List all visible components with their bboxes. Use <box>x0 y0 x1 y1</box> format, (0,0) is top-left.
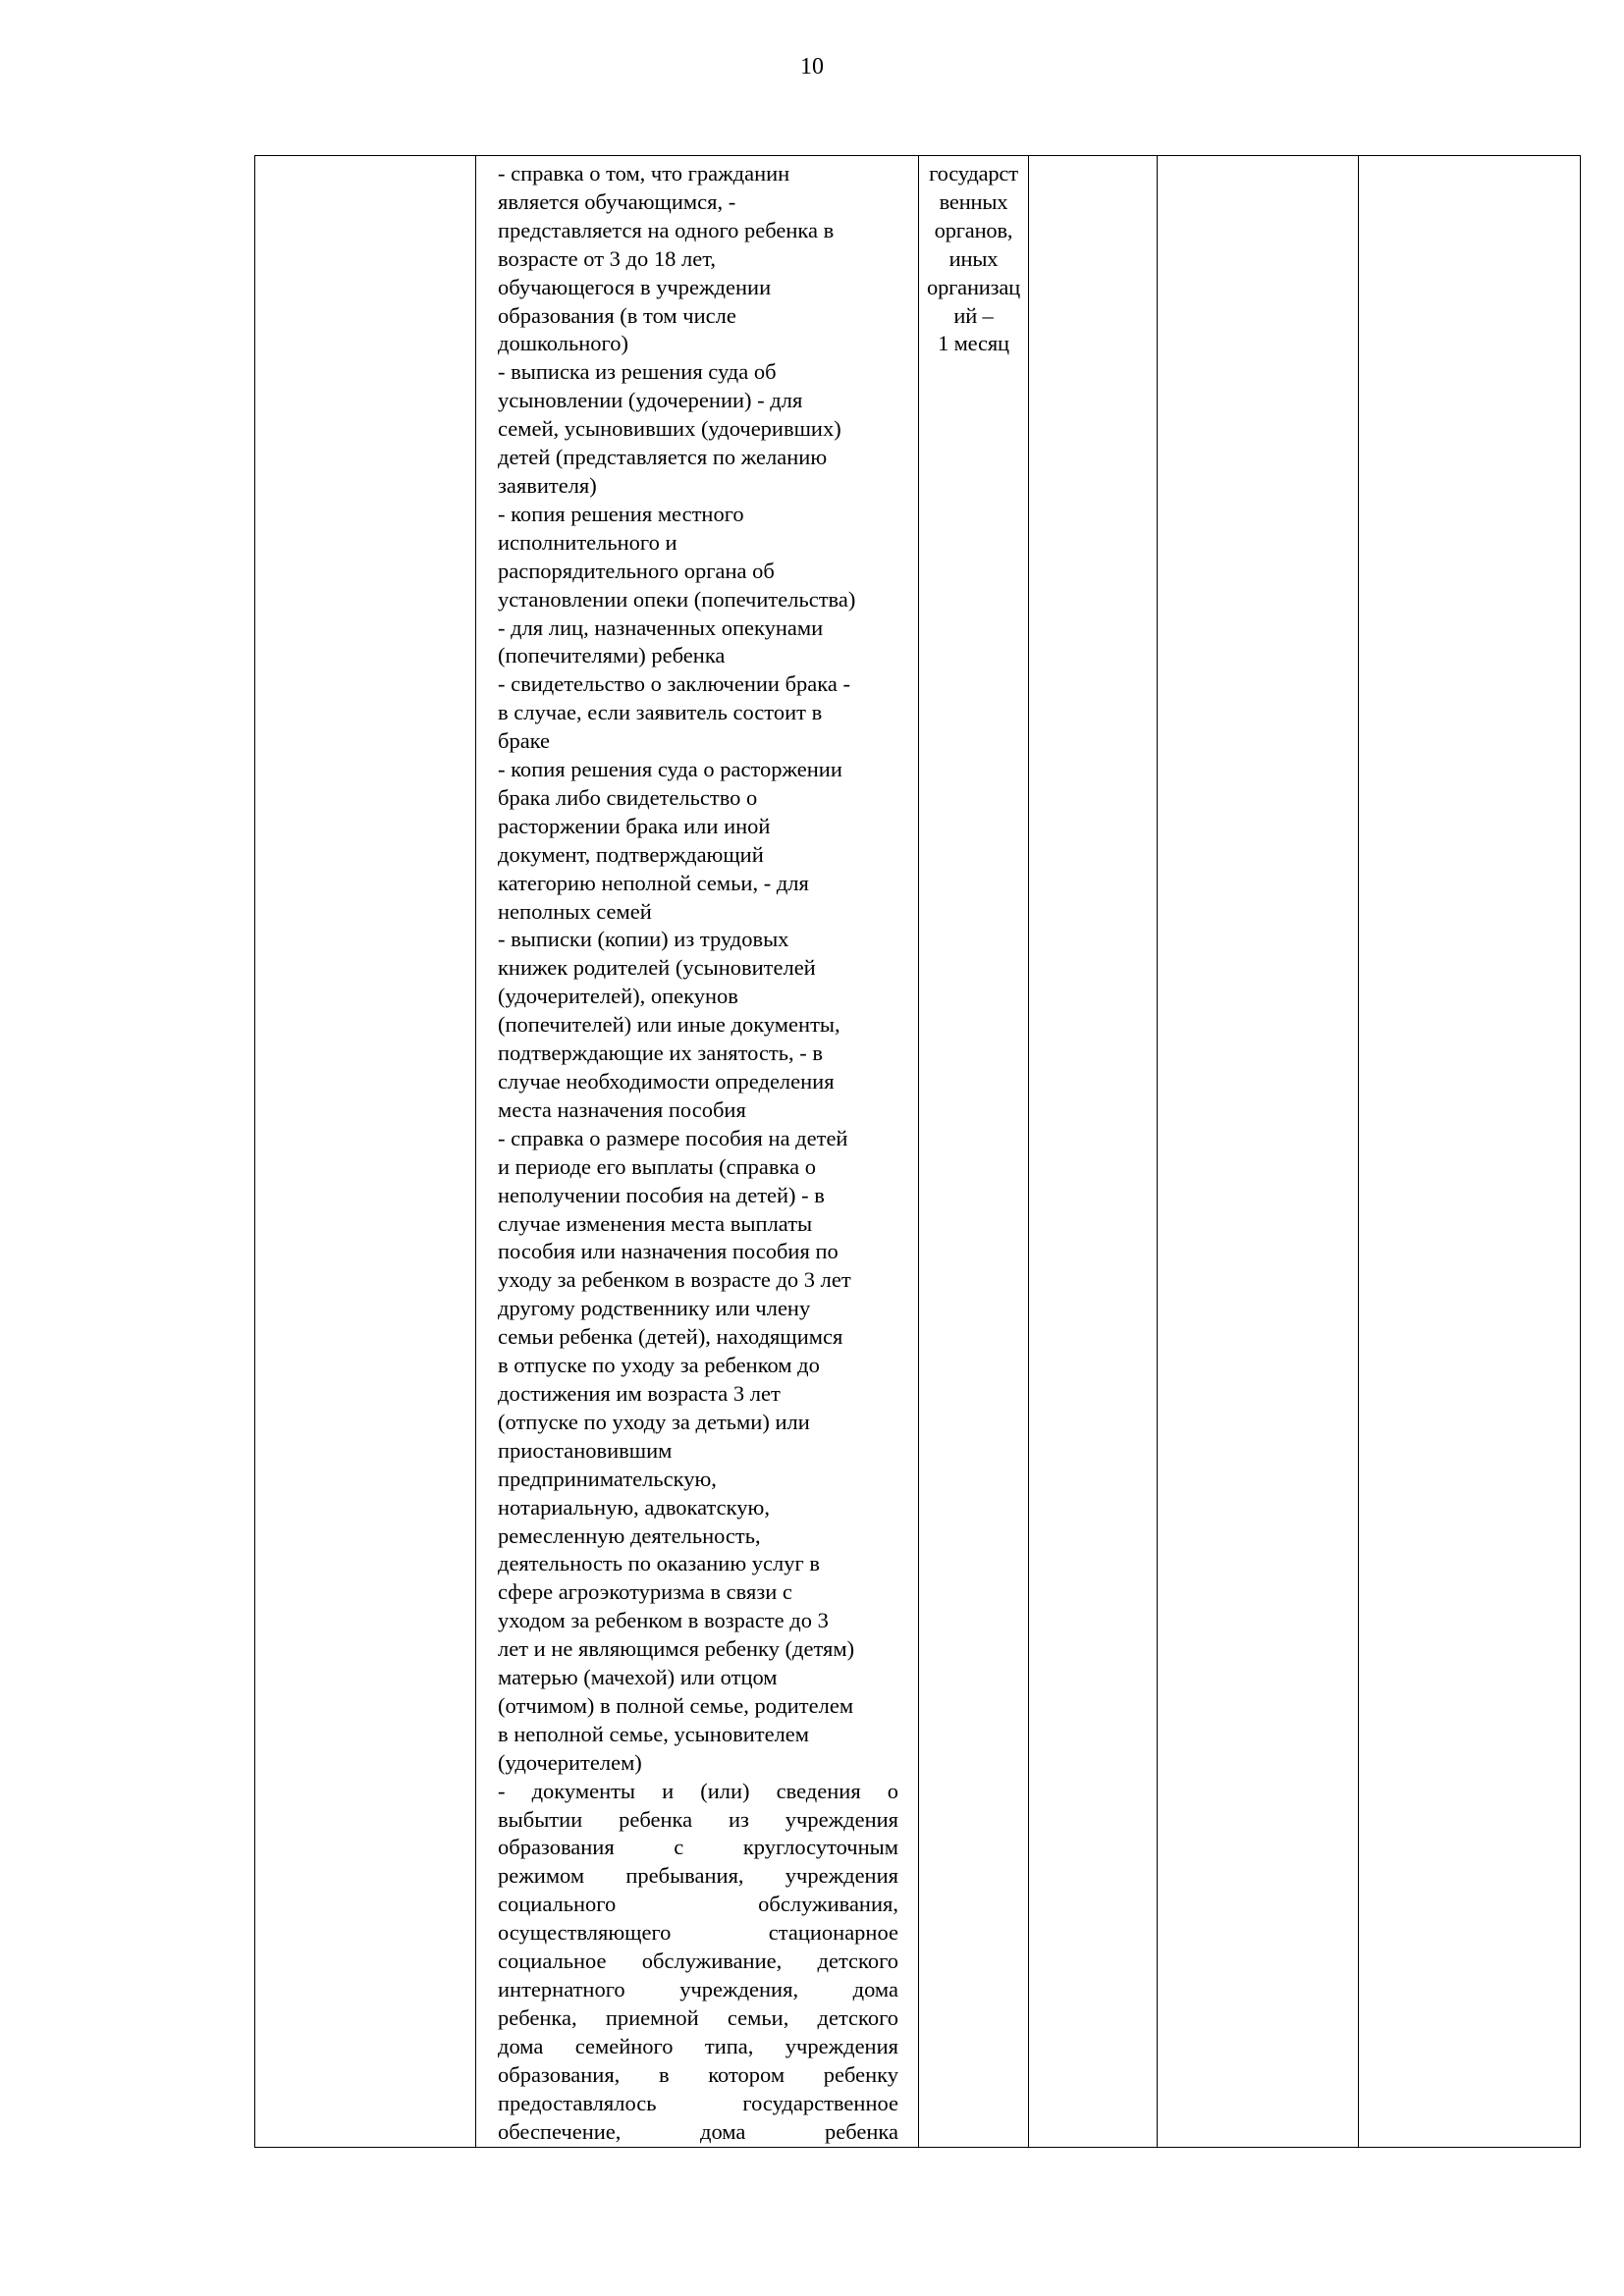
text-line: - справка о размере пособия на детей <box>498 1125 848 1150</box>
text-line: иных <box>948 245 999 271</box>
text-line: (отчимом) в полной семье, родителем <box>498 1692 854 1718</box>
text-line: органов, <box>934 217 1013 242</box>
text-line: нотариальную, адвокатскую, <box>498 1494 770 1520</box>
text-line: в отпуске по уходу за ребенком до <box>498 1353 820 1378</box>
text-line: 1 месяц <box>938 331 1009 356</box>
text-line: места назначения пособия <box>498 1096 746 1122</box>
text-line: (удочерителем) <box>498 1749 642 1775</box>
text-line: выбытии ребенка из учреждения <box>498 1806 898 1832</box>
text-line: книжек родителей (усыновителей <box>498 955 816 981</box>
text-line: заявителя) <box>498 472 597 498</box>
term-cell <box>919 156 1029 2148</box>
text-line: обеспечение, дома ребенка <box>498 2118 898 2144</box>
text-line: документ, подтверждающий <box>498 841 764 867</box>
fee-amount-cell <box>1359 156 1581 2148</box>
text-line: дома семейного типа, учреждения <box>498 2033 898 2058</box>
text-line: - копия решения суда о расторжении <box>498 757 842 782</box>
text-line: достижения им возраста 3 лет <box>498 1380 781 1406</box>
text-line: венных <box>939 188 1008 214</box>
text-line: интернатного учреждения, дома <box>498 1977 898 2002</box>
text-line: другому родственнику или члену <box>498 1296 811 1321</box>
table-row <box>255 156 1581 2148</box>
text-line: лет и не являющимся ребенку (детям) <box>498 1636 855 1662</box>
text-line: установлении опеки (попечительства) <box>498 586 856 612</box>
text-line: браке <box>498 728 551 754</box>
text-line: является обучающимся, - <box>498 188 736 214</box>
text-line: возрасте от 3 до 18 лет, <box>498 245 716 271</box>
text-line: расторжении брака или иной <box>498 813 771 838</box>
fee-cell <box>1029 156 1158 2148</box>
text-line: подтверждающие их занятость, - в <box>498 1041 824 1066</box>
page-number: 10 <box>800 54 824 80</box>
text-line: в неполной семье, усыновителем <box>498 1721 810 1746</box>
text-line: - выписки (копии) из трудовых <box>498 927 789 952</box>
text-line: образования с круглосуточным <box>498 1835 898 1860</box>
text-line: уходу за ребенком в возрасте до 3 лет <box>498 1267 851 1293</box>
text-line: распорядительного органа об <box>498 558 775 583</box>
text-line: семей, усыновивших (удочеривших) <box>498 416 841 442</box>
text-line: в случае, если заявитель состоит в <box>498 700 823 725</box>
required-documents-cell <box>476 156 919 2148</box>
text-line: случае необходимости определения <box>498 1069 835 1094</box>
text-line: дошкольного) <box>498 331 628 356</box>
text-line: образования, в котором ребенку <box>498 2061 898 2087</box>
text-line: пособия или назначения пособия по <box>498 1239 839 1264</box>
text-line: категорию неполной семьи, - для <box>498 870 809 895</box>
text-line: - для лиц, назначенных опекунами <box>498 614 824 640</box>
text-line: и периоде его выплаты (справка о <box>498 1153 816 1179</box>
text-line: предоставлялось государственное <box>498 2090 898 2115</box>
text-line: социальное обслуживание, детского <box>498 1949 898 1974</box>
text-line: обучающегося в учреждении <box>498 274 772 299</box>
text-line: неполных семей <box>498 898 652 924</box>
text-line: организац <box>927 274 1020 299</box>
text-line: - справка о том, что гражданин <box>498 161 790 186</box>
procedure-name-cell <box>255 156 476 2148</box>
documents-list <box>498 160 898 1778</box>
text-line: - выписка из решения суда об <box>498 359 777 385</box>
text-line: (удочерителей), опекунов <box>498 984 738 1009</box>
text-line: матерью (мачехой) или отцом <box>498 1665 778 1690</box>
text-line: приостановившим <box>498 1437 673 1463</box>
text-line: режимом пребывания, учреждения <box>498 1863 898 1889</box>
text-line: деятельность по оказанию услуг в <box>498 1551 820 1576</box>
text-line: ребенка, приемной семьи, детского <box>498 2004 898 2030</box>
text-line: - документы и (или) сведения о <box>498 1778 898 1803</box>
text-line: представляется на одного ребенка в <box>498 217 835 242</box>
text-line: государст <box>929 161 1018 186</box>
text-line: предпринимательскую, <box>498 1466 717 1491</box>
text-line: ремесленную деятельность, <box>498 1522 761 1548</box>
text-line: неполучении пособия на детей) - в <box>498 1182 825 1207</box>
text-line: - копия решения местного <box>498 501 744 526</box>
text-line: (попечителей) или иные документы, <box>498 1012 840 1038</box>
text-line: семьи ребенка (детей), находящимся <box>498 1324 843 1350</box>
validity-cell <box>1158 156 1359 2148</box>
documents-list-justified <box>498 1778 898 2147</box>
text-line: (попечителями) ребенка <box>498 643 726 668</box>
text-line: осуществляющего стационарное <box>498 1920 898 1946</box>
term-text <box>919 160 1028 358</box>
text-line: социального обслуживания, <box>498 1892 898 1917</box>
text-line: уходом за ребенком в возрасте до 3 <box>498 1608 829 1633</box>
text-line: исполнительного и <box>498 529 677 555</box>
text-line: образования (в том числе <box>498 302 736 328</box>
text-line: - свидетельство о заключении брака - <box>498 671 850 697</box>
text-line: ий – <box>953 302 994 328</box>
procedure-table <box>254 155 1581 2148</box>
text-line: сфере агроэкотуризма в связи с <box>498 1579 792 1605</box>
text-line: детей (представляется по желанию <box>498 445 828 470</box>
text-line: усыновлении (удочерении) - для <box>498 388 803 413</box>
text-line: случае изменения места выплаты <box>498 1210 813 1236</box>
text-line: (отпуске по уходу за детьми) или <box>498 1409 810 1434</box>
text-line: брака либо свидетельство о <box>498 784 758 810</box>
